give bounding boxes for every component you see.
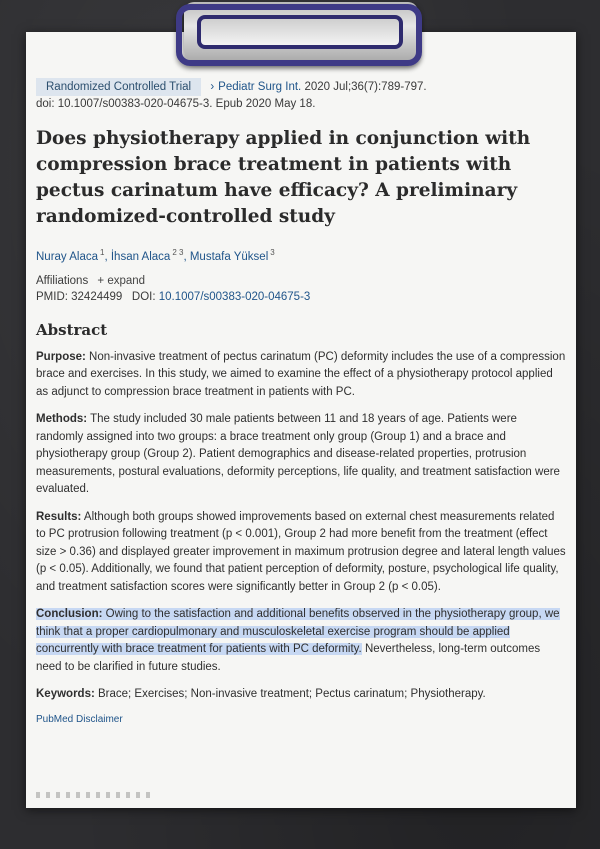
pmid-text: PMID: 32424499	[36, 290, 123, 303]
author-list: Nuray Alaca $^1$, İhsan Alaca $^{2 3}$, Mustafa Yüksel $^3$	[36, 248, 275, 263]
article-content	[36, 78, 566, 725]
author-link[interactable]: Mustafa Yüksel	[189, 250, 269, 263]
author-affil-ref[interactable]: 3	[270, 248, 275, 257]
pubmed-disclaimer-link[interactable]: PubMed Disclaimer	[36, 714, 123, 726]
conclusion-rest-text: Nevertheless, long-term outcomes need to be clarified in future studies.	[36, 643, 541, 673]
doi-link[interactable]: 10.1007/s00383-020-04675-3	[158, 290, 311, 303]
article-type-badge: Randomized Controlled Trial	[36, 78, 201, 96]
chevron-right-icon: ›	[210, 81, 215, 93]
affiliations-row	[36, 275, 566, 287]
author-affil-ref[interactable]: 2 3	[172, 248, 184, 257]
expand-affiliations-button[interactable]: + expand	[97, 274, 146, 287]
purpose-label: Purpose:	[36, 350, 86, 363]
author-link[interactable]: Nuray Alaca	[36, 250, 99, 263]
abstract-methods	[36, 411, 566, 499]
citation-row	[36, 78, 566, 96]
author-affil-ref[interactable]: 1	[100, 248, 105, 257]
purpose-text: Non-invasive treatment of pectus carinatum (PC) deformity includes the use of a compression brace and exercises. In this study, we aimed to examine the effect of a physiotherapy protocol applied as adjunct to compression brace treatment in patients with PC.	[36, 350, 566, 398]
clipboard-clip-inner	[197, 15, 403, 49]
abstract-purpose	[36, 349, 566, 402]
abstract-results	[36, 509, 566, 597]
cut-off-text	[36, 792, 156, 798]
methods-label: Methods:	[36, 413, 88, 426]
conclusion-label: Conclusion:	[36, 608, 103, 621]
results-text: Although both groups showed improvements based on external chest measurements related to PC protrusion following treatment (p < 0.001), Group 2 had more benefit from the treatment (effect size > 0.36) and displayed greater improvement in maximum protrusion degree and lateral length values (p < 0.05). Additionally, we found that patient perception of deformity, posture, psychological life quality, and treatment satisfaction scores were significantly better in Group 2 (p < 0.05).	[36, 510, 566, 593]
abstract-conclusion	[36, 606, 566, 676]
conclusion-highlight-text: Owing to the satisfaction and additional benefits observed in the physiotherapy group, we think that a proper cardiopulmonary and musculoskeletal exercise program should be applied concurrently with brace treatment for patients with PC deformity.	[36, 608, 560, 656]
article-title: Does physiotherapy applied in conjunction with compression brace treatment in patients with pectus carinatum have efficacy? A preliminary randomized-controlled study	[36, 128, 531, 227]
keywords-row	[36, 688, 566, 700]
author-link[interactable]: İhsan Alaca	[110, 250, 171, 263]
doi-label: DOI:	[131, 290, 156, 303]
keywords-label: Keywords:	[36, 688, 95, 701]
abstract-heading: Abstract	[36, 320, 108, 339]
paper-sheet	[26, 32, 576, 808]
identifiers-row	[36, 291, 566, 303]
affiliations-label: Affiliations	[36, 274, 89, 287]
journal-link[interactable]: Pediatr Surg Int.	[218, 81, 302, 93]
keywords-text: Brace; Exercises; Non-invasive treatment; Pectus carinatum; Physiotherapy.	[94, 688, 486, 701]
results-label: Results:	[36, 510, 82, 523]
doi-line: doi: 10.1007/s00383-020-04675-3. Epub 2020 May 18.	[36, 98, 316, 110]
methods-text: The study included 30 male patients between 11 and 18 years of age. Patients were randomly assigned into two groups: a brace treatment only group (Group 1) and a brace and physiotherapy group (Group 2). Patient demographics and disease-related properties, protrusion measurements, postural evaluations, deformity perceptions, life quality, and treatment satisfaction were evaluated.	[36, 413, 560, 496]
citation-text: 2020 Jul;36(7):789-797.	[304, 81, 427, 93]
